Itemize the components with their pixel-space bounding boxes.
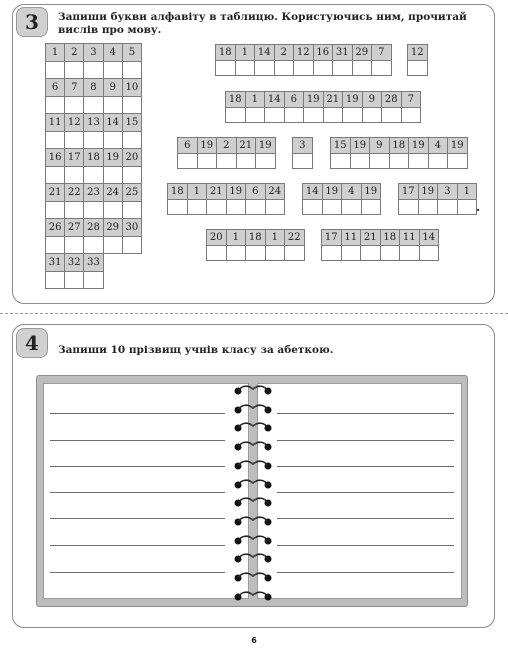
cipher-letter-cell[interactable] bbox=[254, 60, 275, 77]
cipher-letter-cell[interactable] bbox=[371, 60, 392, 77]
cipher-number-cell: 6 bbox=[284, 91, 305, 108]
cipher-number-cell: 9 bbox=[369, 137, 390, 154]
task3-instruction: Запиши букви алфавіту в таблицю. Користуючись ним, прочитай вислів про мову. bbox=[58, 11, 467, 36]
cipher-number-cell: 19 bbox=[447, 137, 468, 154]
cipher-number-cell: 6 bbox=[177, 137, 198, 154]
alphabet-letter-cell[interactable] bbox=[83, 131, 103, 150]
cipher-letter-cell[interactable] bbox=[292, 153, 313, 170]
cipher-letter-cell[interactable] bbox=[389, 153, 410, 170]
alphabet-letter-cell[interactable] bbox=[64, 61, 84, 80]
cipher-letter-cell[interactable] bbox=[245, 245, 266, 262]
cipher-letter-cell[interactable] bbox=[303, 107, 324, 124]
writing-line[interactable] bbox=[50, 492, 225, 493]
cipher-letter-cell[interactable] bbox=[235, 60, 256, 77]
cipher-letter-cell[interactable] bbox=[342, 107, 363, 124]
cipher-letter-cell[interactable] bbox=[361, 199, 382, 216]
alphabet-letter-cell[interactable] bbox=[122, 61, 142, 80]
cipher-letter-cell[interactable] bbox=[293, 60, 314, 77]
alphabet-number-cell: 25 bbox=[122, 183, 142, 202]
alphabet-number-cell: 20 bbox=[122, 148, 142, 167]
cipher-number-cell: 1 bbox=[226, 229, 247, 246]
sentence-end-mark: . bbox=[476, 200, 481, 214]
alphabet-number-cell: 30 bbox=[122, 218, 142, 237]
cipher-letter-cell[interactable] bbox=[428, 153, 449, 170]
spiral-ring-icon bbox=[232, 588, 274, 607]
spiral-ring-icon bbox=[232, 457, 274, 476]
cipher-letter-cell[interactable] bbox=[321, 245, 342, 262]
cipher-letter-cell[interactable] bbox=[177, 153, 198, 170]
cipher-number-cell: 14 bbox=[264, 91, 285, 108]
cipher-number-cell: 21 bbox=[206, 183, 227, 200]
alphabet-number-cell: 19 bbox=[103, 148, 123, 167]
alphabet-letter-cell[interactable] bbox=[64, 201, 84, 220]
alphabet-number-cell: 29 bbox=[103, 218, 123, 237]
cipher-number-cell: 22 bbox=[284, 229, 305, 246]
writing-line[interactable] bbox=[50, 572, 225, 573]
cipher-letter-cell[interactable] bbox=[197, 153, 218, 170]
cipher-number-cell: 2 bbox=[274, 44, 295, 61]
cipher-letter-cell[interactable] bbox=[313, 60, 334, 77]
page-number: 6 bbox=[251, 636, 257, 645]
cipher-number-cell: 18 bbox=[225, 91, 246, 108]
cipher-letter-cell[interactable] bbox=[322, 199, 343, 216]
alphabet-letter-cell[interactable] bbox=[122, 166, 142, 185]
cipher-number-cell: 2 bbox=[216, 137, 237, 154]
alphabet-number-cell: 12 bbox=[64, 113, 84, 132]
cipher-letter-cell[interactable] bbox=[399, 245, 420, 262]
alphabet-letter-cell[interactable] bbox=[103, 131, 123, 150]
writing-line[interactable] bbox=[50, 518, 225, 519]
cipher-number-cell: 29 bbox=[352, 44, 373, 61]
writing-line[interactable] bbox=[277, 466, 454, 467]
cipher-number-cell: 15 bbox=[330, 137, 351, 154]
cipher-letter-cell[interactable] bbox=[265, 245, 286, 262]
spiral-ring-icon bbox=[232, 476, 274, 495]
alphabet-letter-cell[interactable] bbox=[122, 236, 142, 255]
cipher-letter-cell[interactable] bbox=[236, 153, 257, 170]
cipher-number-cell: 4 bbox=[428, 137, 449, 154]
alphabet-letter-cell[interactable] bbox=[103, 166, 123, 185]
cipher-number-cell: 1 bbox=[187, 183, 208, 200]
cipher-letter-cell[interactable] bbox=[447, 153, 468, 170]
alphabet-letter-cell[interactable] bbox=[45, 96, 65, 115]
cipher-letter-cell[interactable] bbox=[350, 153, 371, 170]
writing-line[interactable] bbox=[277, 545, 454, 546]
alphabet-letter-cell[interactable] bbox=[83, 201, 103, 220]
cipher-letter-cell[interactable] bbox=[341, 199, 362, 216]
alphabet-number-cell: 10 bbox=[122, 78, 142, 97]
cipher-letter-cell[interactable] bbox=[360, 245, 381, 262]
cipher-number-cell: 18 bbox=[167, 183, 188, 200]
cipher-number-cell: 1 bbox=[235, 44, 256, 61]
spiral-ring-icon bbox=[232, 550, 274, 569]
cipher-letter-cell[interactable] bbox=[381, 107, 402, 124]
alphabet-number-cell: 32 bbox=[64, 253, 84, 272]
cipher-number-cell: 19 bbox=[255, 137, 276, 154]
alphabet-letter-cell[interactable] bbox=[64, 236, 84, 255]
spiral-ring-icon bbox=[232, 532, 274, 551]
alphabet-letter-cell[interactable] bbox=[64, 166, 84, 185]
cipher-letter-cell[interactable] bbox=[362, 107, 383, 124]
alphabet-number-cell: 3 bbox=[83, 43, 103, 62]
cipher-number-cell: 21 bbox=[360, 229, 381, 246]
cipher-number-cell: 19 bbox=[342, 91, 363, 108]
cipher-letter-cell[interactable] bbox=[323, 107, 344, 124]
cipher-number-cell: 19 bbox=[350, 137, 371, 154]
cipher-letter-cell[interactable] bbox=[419, 245, 440, 262]
writing-line[interactable] bbox=[50, 466, 225, 467]
alphabet-letter-cell[interactable] bbox=[103, 61, 123, 80]
cipher-letter-cell[interactable] bbox=[284, 107, 305, 124]
notebook-right-page bbox=[257, 383, 462, 599]
writing-line[interactable] bbox=[50, 545, 225, 546]
writing-line[interactable] bbox=[50, 440, 225, 441]
cipher-number-cell: 14 bbox=[419, 229, 440, 246]
cipher-letter-cell[interactable] bbox=[226, 199, 247, 216]
cipher-letter-cell[interactable] bbox=[398, 199, 419, 216]
cipher-letter-cell[interactable] bbox=[418, 199, 439, 216]
cipher-letter-cell[interactable] bbox=[225, 107, 246, 124]
cipher-letter-cell[interactable] bbox=[274, 60, 295, 77]
notebook-left-page bbox=[43, 383, 249, 599]
alphabet-number-cell: 6 bbox=[45, 78, 65, 97]
alphabet-letter-cell[interactable] bbox=[64, 96, 84, 115]
cipher-letter-cell[interactable] bbox=[341, 245, 362, 262]
cipher-letter-cell[interactable] bbox=[187, 199, 208, 216]
alphabet-number-cell: 14 bbox=[103, 113, 123, 132]
alphabet-number-cell: 16 bbox=[45, 148, 65, 167]
alphabet-number-cell: 23 bbox=[83, 183, 103, 202]
alphabet-number-cell: 1 bbox=[45, 43, 65, 62]
cipher-number-cell: 11 bbox=[341, 229, 362, 246]
cipher-number-cell: 19 bbox=[226, 183, 247, 200]
cipher-number-cell: 4 bbox=[341, 183, 362, 200]
cipher-letter-cell[interactable] bbox=[264, 107, 285, 124]
alphabet-number-cell: 24 bbox=[103, 183, 123, 202]
cipher-number-cell: 24 bbox=[265, 183, 286, 200]
cipher-number-cell: 19 bbox=[408, 137, 429, 154]
cipher-letter-cell[interactable] bbox=[380, 245, 401, 262]
task3-badge: 3 bbox=[16, 7, 48, 37]
alphabet-number-cell: 21 bbox=[45, 183, 65, 202]
writing-line[interactable] bbox=[50, 413, 225, 414]
cipher-number-cell: 3 bbox=[292, 137, 313, 154]
spiral-ring-icon bbox=[232, 401, 274, 420]
cipher-number-cell: 1 bbox=[245, 91, 266, 108]
alphabet-letter-cell[interactable] bbox=[103, 201, 123, 220]
alphabet-letter-cell[interactable] bbox=[45, 131, 65, 150]
cipher-number-cell: 19 bbox=[361, 183, 382, 200]
cipher-letter-cell[interactable] bbox=[284, 245, 305, 262]
cipher-letter-cell[interactable] bbox=[369, 153, 390, 170]
cipher-letter-cell[interactable] bbox=[332, 60, 353, 77]
cipher-letter-cell[interactable] bbox=[206, 245, 227, 262]
cipher-letter-cell[interactable] bbox=[226, 245, 247, 262]
cipher-number-cell: 31 bbox=[332, 44, 353, 61]
alphabet-letter-cell[interactable] bbox=[122, 96, 142, 115]
cipher-letter-cell[interactable] bbox=[215, 60, 236, 77]
cipher-letter-cell[interactable] bbox=[255, 153, 276, 170]
cipher-letter-cell[interactable] bbox=[407, 60, 428, 77]
cipher-number-cell: 7 bbox=[371, 44, 392, 61]
spiral-ring-icon bbox=[232, 382, 274, 401]
cipher-number-cell: 7 bbox=[401, 91, 422, 108]
cipher-letter-cell[interactable] bbox=[401, 107, 422, 124]
cipher-number-cell: 20 bbox=[206, 229, 227, 246]
cipher-number-cell: 1 bbox=[457, 183, 478, 200]
section-divider bbox=[0, 313, 508, 314]
alphabet-letter-cell[interactable] bbox=[122, 201, 142, 220]
cipher-letter-cell[interactable] bbox=[265, 199, 286, 216]
alphabet-number-cell: 13 bbox=[83, 113, 103, 132]
alphabet-number-cell: 31 bbox=[45, 253, 65, 272]
cipher-number-cell: 6 bbox=[245, 183, 266, 200]
cipher-letter-cell[interactable] bbox=[206, 199, 227, 216]
alphabet-letter-cell[interactable] bbox=[45, 271, 65, 290]
task4-instruction: Запиши 10 прізвищ учнів класу за абеткою. bbox=[58, 344, 334, 356]
spiral-ring-icon bbox=[232, 438, 274, 457]
alphabet-number-cell: 2 bbox=[64, 43, 84, 62]
alphabet-number-cell: 8 bbox=[83, 78, 103, 97]
cipher-number-cell: 14 bbox=[302, 183, 323, 200]
alphabet-letter-cell[interactable] bbox=[64, 131, 84, 150]
alphabet-number-cell: 22 bbox=[64, 183, 84, 202]
cipher-number-cell: 14 bbox=[254, 44, 275, 61]
alphabet-number-cell: 27 bbox=[64, 218, 84, 237]
cipher-number-cell: 17 bbox=[398, 183, 419, 200]
cipher-number-cell: 19 bbox=[197, 137, 218, 154]
cipher-number-cell: 18 bbox=[389, 137, 410, 154]
cipher-number-cell: 11 bbox=[399, 229, 420, 246]
cipher-letter-cell[interactable] bbox=[245, 199, 266, 216]
writing-line[interactable] bbox=[277, 440, 454, 441]
alphabet-letter-cell[interactable] bbox=[64, 271, 84, 290]
cipher-number-cell: 19 bbox=[322, 183, 343, 200]
cipher-number-cell: 28 bbox=[381, 91, 402, 108]
alphabet-letter-cell[interactable] bbox=[83, 166, 103, 185]
alphabet-number-cell: 15 bbox=[122, 113, 142, 132]
cipher-letter-cell[interactable] bbox=[245, 107, 266, 124]
alphabet-number-cell: 18 bbox=[83, 148, 103, 167]
spiral-ring-icon bbox=[232, 569, 274, 588]
alphabet-number-cell: 5 bbox=[122, 43, 142, 62]
cipher-number-cell: 21 bbox=[323, 91, 344, 108]
cipher-number-cell: 1 bbox=[265, 229, 286, 246]
writing-line[interactable] bbox=[277, 572, 454, 573]
cipher-letter-cell[interactable] bbox=[302, 199, 323, 216]
alphabet-letter-cell[interactable] bbox=[45, 61, 65, 80]
alphabet-number-cell: 11 bbox=[45, 113, 65, 132]
alphabet-letter-cell[interactable] bbox=[45, 166, 65, 185]
alphabet-number-cell: 4 bbox=[103, 43, 123, 62]
spiral-ring-icon bbox=[232, 494, 274, 513]
cipher-number-cell: 3 bbox=[437, 183, 458, 200]
writing-line[interactable] bbox=[277, 492, 454, 493]
cipher-letter-cell[interactable] bbox=[216, 153, 237, 170]
alphabet-number-cell: 7 bbox=[64, 78, 84, 97]
cipher-letter-cell[interactable] bbox=[457, 199, 481, 216]
alphabet-letter-cell[interactable] bbox=[103, 236, 123, 255]
alphabet-number-cell: 26 bbox=[45, 218, 65, 237]
cipher-number-cell: 19 bbox=[418, 183, 439, 200]
alphabet-number-cell: 9 bbox=[103, 78, 123, 97]
cipher-number-cell: 12 bbox=[407, 44, 428, 61]
alphabet-letter-cell[interactable] bbox=[83, 96, 103, 115]
cipher-number-cell: 17 bbox=[321, 229, 342, 246]
alphabet-letter-cell[interactable] bbox=[83, 271, 103, 290]
task4-badge: 4 bbox=[16, 328, 48, 358]
alphabet-letter-cell[interactable] bbox=[83, 236, 103, 255]
alphabet-number-cell: 17 bbox=[64, 148, 84, 167]
alphabet-number-cell: 28 bbox=[83, 218, 103, 237]
cipher-number-cell: 18 bbox=[215, 44, 236, 61]
alphabet-letter-cell[interactable] bbox=[45, 236, 65, 255]
cipher-number-cell: 21 bbox=[236, 137, 257, 154]
spiral-ring-icon bbox=[232, 513, 274, 532]
cipher-number-cell: 18 bbox=[380, 229, 401, 246]
writing-line[interactable] bbox=[277, 413, 454, 414]
alphabet-letter-cell[interactable] bbox=[122, 131, 142, 150]
alphabet-letter-cell[interactable] bbox=[45, 201, 65, 220]
cipher-letter-cell[interactable] bbox=[437, 199, 458, 216]
cipher-number-cell: 16 bbox=[313, 44, 334, 61]
cipher-letter-cell[interactable] bbox=[167, 199, 188, 216]
cipher-number-cell: 9 bbox=[362, 91, 383, 108]
cipher-number-cell: 19 bbox=[303, 91, 324, 108]
cipher-letter-cell[interactable] bbox=[352, 60, 373, 77]
cipher-letter-cell[interactable] bbox=[408, 153, 429, 170]
alphabet-letter-cell[interactable] bbox=[103, 96, 123, 115]
alphabet-number-cell: 33 bbox=[83, 253, 103, 272]
alphabet-letter-cell[interactable] bbox=[83, 61, 103, 80]
cipher-number-cell: 18 bbox=[245, 229, 266, 246]
spiral-ring-icon bbox=[232, 419, 274, 438]
writing-line[interactable] bbox=[277, 518, 454, 519]
cipher-letter-cell[interactable] bbox=[330, 153, 351, 170]
cipher-number-cell: 12 bbox=[293, 44, 314, 61]
